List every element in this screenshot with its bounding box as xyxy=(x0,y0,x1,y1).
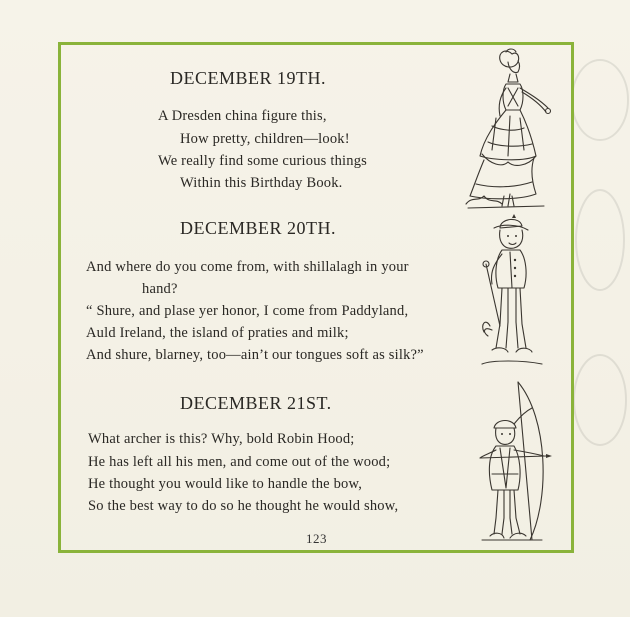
verse-line: So the best way to do so he thought he would show, xyxy=(88,498,399,514)
verse-line: He has left all his men, and come out of the wood; xyxy=(88,454,391,470)
verse-line: How pretty, children—look! xyxy=(180,131,350,147)
verse-line: What archer is this? Why, bold Robin Hood; xyxy=(88,431,355,447)
irish-boy-icon xyxy=(472,214,552,374)
verse-line: hand? xyxy=(142,281,178,297)
robin-hood-archer-icon xyxy=(470,378,554,544)
entry-heading-dec-19: DECEMBER 19TH. xyxy=(170,68,327,88)
verse-line: We really find some curious things xyxy=(158,153,367,169)
entry-heading-dec-21: DECEMBER 21ST. xyxy=(180,393,332,413)
verse-line: And where do you come from, with shillalagh in your xyxy=(86,259,409,275)
verse-line: Within this Birthday Book. xyxy=(180,175,343,191)
dresden-lady-icon xyxy=(462,46,554,212)
verse-line: He thought you would like to handle the bow, xyxy=(88,476,363,492)
verse-line: Auld Ireland, the island of praties and milk; xyxy=(86,325,349,341)
verse-line: A Dresden china figure this, xyxy=(158,108,327,124)
verse-line: “ Shure, and plase yer honor, I come from Paddyland, xyxy=(86,303,409,319)
verse-line: And shure, blarney, too—ain’t our tongues soft as silk?” xyxy=(86,347,424,363)
page-number: 123 xyxy=(306,531,327,546)
entry-heading-dec-20: DECEMBER 20TH. xyxy=(180,218,337,238)
